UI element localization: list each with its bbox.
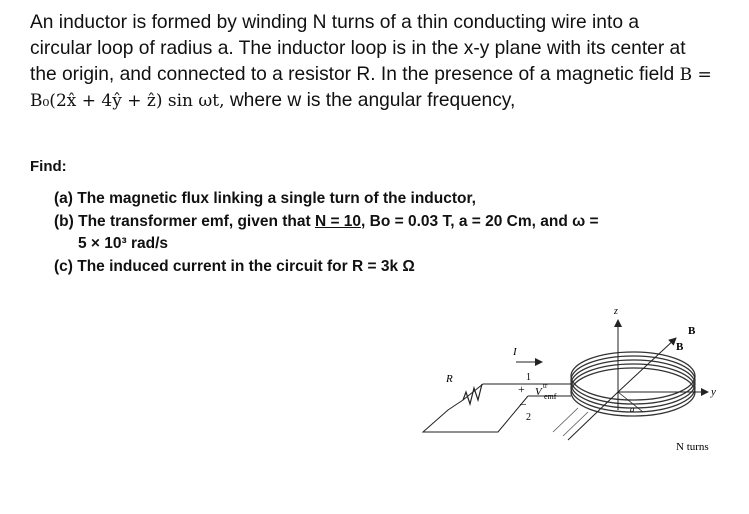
problem-line-4-text: where w is the angular frequency, xyxy=(229,90,516,111)
part-c-math: R = 3k Ω xyxy=(351,257,415,275)
label-b-outer: B xyxy=(688,325,696,337)
lead-parallel-1 xyxy=(553,408,578,432)
label-minus: – xyxy=(520,396,526,410)
label-b-inner: B xyxy=(676,341,684,353)
b-vector xyxy=(618,338,676,392)
problem-line-1: An inductor is formed by winding N turns of a thin conducting wire into a xyxy=(30,12,639,33)
field-expression: B₀(2x̂ + 4ŷ + ẑ) sin ωt, xyxy=(30,91,225,111)
part-b-line-2: 5 × 10³ rad/s xyxy=(78,235,169,252)
label-r: R xyxy=(446,373,453,385)
part-c xyxy=(54,256,734,279)
problem-line-2: circular loop of radius a. The inductor loop is in the x-y plane with its center at xyxy=(30,38,686,59)
part-b xyxy=(54,211,734,234)
label-a: a xyxy=(630,404,635,414)
label-tr: tr xyxy=(543,382,548,390)
label-plus: + xyxy=(518,382,525,396)
inductor-circuit-figure xyxy=(418,300,738,470)
label-n-turns: N turns xyxy=(676,441,709,453)
part-b-prefix: (b) The transformer emf, given that xyxy=(54,212,315,230)
problem-statement xyxy=(30,10,730,114)
problem-line-3-text: the origin, and connected to a resistor R. In the presence of a magnetic field xyxy=(30,64,675,85)
part-b-rest: Bo = 0.03 T, a = 20 Cm, and ω = xyxy=(365,212,599,230)
label-terminal-1: 1 xyxy=(526,372,531,383)
label-i: I xyxy=(513,346,517,358)
label-emf: emf xyxy=(544,392,557,401)
part-a: (a) The magnetic flux linking a single turn of the inductor, xyxy=(54,190,476,207)
question-parts xyxy=(54,188,734,278)
part-b-n: N = 10, xyxy=(314,212,366,230)
label-y: y xyxy=(711,386,716,398)
label-z: z xyxy=(614,306,618,317)
field-symbol: B = xyxy=(679,65,712,85)
part-c-prefix: (c) The induced current in the circuit for xyxy=(54,257,352,275)
find-heading: Find: xyxy=(30,158,67,175)
problem-line-4 xyxy=(30,88,730,114)
x-axis xyxy=(568,392,618,440)
label-v: V xyxy=(535,386,542,398)
label-terminal-2: 2 xyxy=(526,412,531,423)
problem-line-3 xyxy=(30,62,730,88)
